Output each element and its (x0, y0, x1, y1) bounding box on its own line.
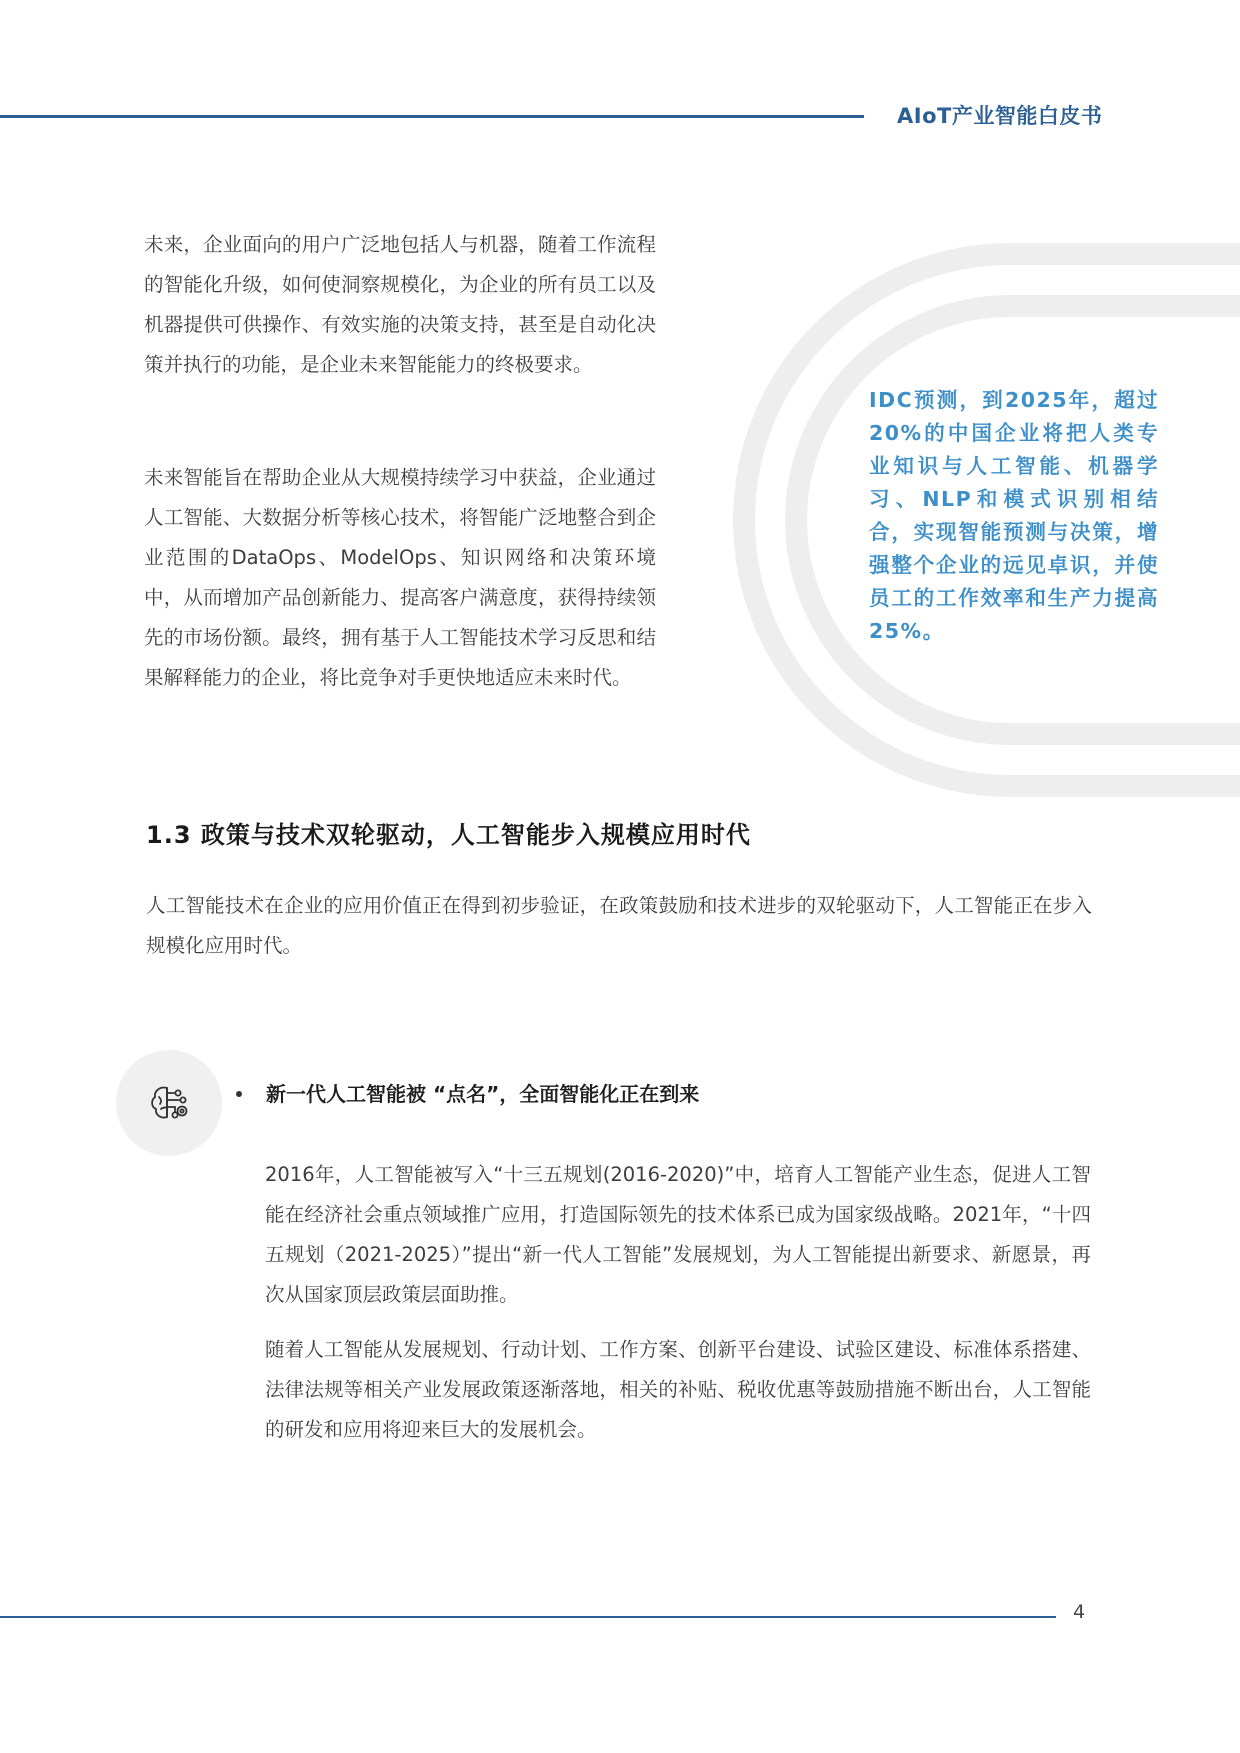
bullet-paragraph-1: 2016年，人工智能被写入“十三五规划(2016-2020)”中，培育人工智能产业生态，促进人工智能在经济社会重点领域推广应用，打造国际领先的技术体系已成为国家级战略。2021年，“十四五规划（2021-2025）”提出“新一代人工智能”发展规划，为人工智能提出新要求、新愿景，再次从国家顶层政策层面助推。 (265, 1163, 1091, 1306)
section-intro: 人工智能技术在企业的应用价值正在得到初步验证，在政策鼓励和技术进步的双轮驱动下，人工智能正在步入规模化应用时代。 (146, 894, 1092, 957)
intro-paragraph-2: 未来智能旨在帮助企业从大规模持续学习中获益，企业通过人工智能、大数据分析等核心技术，将智能广泛地整合到企业范围的DataOps、ModelOps、知识网络和决策环境中，从而增加产品创新能力、提高客户满意度，获得持续领先的市场份额。最终，拥有基于人工智能技术学习反思和结果解释能力的企业，将比竞争对手更快地适应未来时代。 (144, 466, 656, 689)
bullet-icon-badge (116, 1050, 222, 1156)
page-number: 4 (1073, 1601, 1086, 1623)
document-title: AIoT产业智能白皮书 (897, 104, 1103, 128)
intro-paragraph-1: 未来，企业面向的用户广泛地包括人与机器，随着工作流程的智能化升级，如何使洞察规模化，为企业的所有员工以及机器提供可供操作、有效实施的决策支持，甚至是自动化决策并执行的功能，是企业未来智能能力的终极要求。 (144, 233, 656, 376)
section-heading: 1.3 政策与技术双轮驱动，人工智能步入规模应用时代 (146, 821, 751, 849)
footer-rule (0, 1616, 1056, 1618)
ai-brain-icon (147, 1081, 191, 1125)
bullet-dot (236, 1091, 242, 1097)
bullet-heading: 新一代人工智能被 “点名”，全面智能化正在到来 (266, 1082, 700, 1106)
bullet-paragraph-2: 随着人工智能从发展规划、行动计划、工作方案、创新平台建设、试验区建设、标准体系搭建、法律法规等相关产业发展政策逐渐落地，相关的补贴、税收优惠等鼓励措施不断出台，人工智能的研发和应用将迎来巨大的发展机会。 (265, 1338, 1091, 1441)
idc-forecast-callout: IDC预测，到2025年，超过20%的中国企业将把人类专业知识与人工智能、机器学习、NLP和模式识别相结合，实现智能预测与决策，增强整个企业的远见卓识，并使员工的工作效率和生产力提高25%。 (869, 388, 1159, 643)
